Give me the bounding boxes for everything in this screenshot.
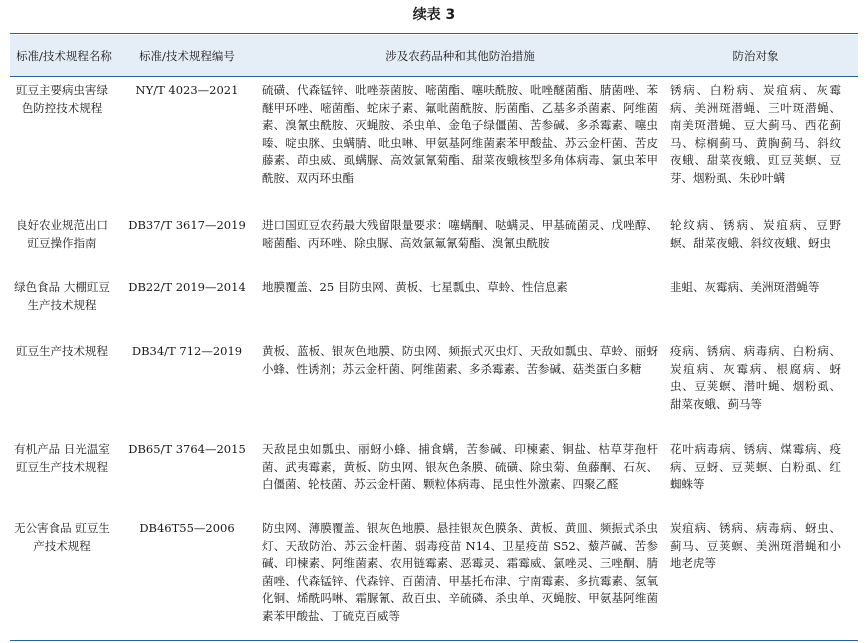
targets-cell: 炭疽病、锈病、病毒病、蚜虫、蓟马、豆荚螟、美洲斑潜蝇和小地老虎等	[670, 521, 841, 571]
measures-cell: 进口国豇豆农药最大残留限量要求：噻螨酮、哒螨灵、甲基硫菌灵、戊唑醇、嘧菌酯、丙环唑、除虫脲、高效氯氟氰菊酯、溴氰虫酰胺	[262, 218, 658, 250]
standard-name-cell: 无公害食品 豇豆生产技术规程	[14, 521, 110, 553]
column-header-targets: 防治对象	[732, 48, 779, 63]
table-bottom-rule	[10, 640, 858, 641]
targets-cell: 轮纹病、锈病、炭疽病、豆野螟、甜菜夜蛾、斜纹夜蛾、蚜虫	[670, 218, 841, 250]
standard-name-cell: 豇豆主要病虫害绿色防控技术规程	[16, 83, 108, 115]
targets-cell: 疫病、锈病、病毒病、白粉病、炭疽病、灰霉病、根腐病、蚜虫、豆荚螟、潜叶蝇、烟粉虱、甜菜夜蛾、蓟马等	[670, 344, 841, 411]
standard-code-cell: DB37/T 3617—2019	[128, 218, 246, 232]
column-header-measures: 涉及农药品种和其他防治措施	[385, 48, 535, 63]
measures-cell: 天敌昆虫如瓢虫、丽蚜小蜂、捕食螨，苦参碱、印楝素、铜盐、枯草芽孢杆菌、武夷霉素，黄板、防虫网、银灰色条膜、硫磺、除虫菊、鱼藤酮、石灰、白僵菌、轮枝菌、苏云金杆菌、颗粒体病毒、昆虫性外激素、四聚乙醛	[262, 442, 658, 492]
table-header	[10, 35, 858, 77]
standard-code-cell: NY/T 4023—2021	[135, 83, 239, 97]
measures-cell: 防虫网、薄膜覆盖、银灰色地膜、悬挂银灰色膜条、黄板、黄皿、频振式杀虫灯、天敌防治、苏云金杆菌、弱毒疫苗 N14、卫星疫苗 S52、藜芦碱、苦参碱、印楝素、阿维菌素、农用链霉素、恶霉灵、霜霉威、氯唑灵、三唑酮、腈菌唑、代森锰锌、代森锌、百菌清、甲基托布津、宁南霉素、多抗霉素、氢氧化铜、烯酰吗啉、霜脲氰、敌百虫、辛硫磷、杀虫单、灭蝇胺、甲氨基阿维菌素苯甲酸盐、丁硫克百威等	[262, 521, 658, 623]
standard-name-cell: 豇豆生产技术规程	[16, 344, 108, 358]
table-title: 续表 3	[412, 7, 456, 23]
measures-cell: 地膜覆盖、25 目防虫网、黄板、七星瓢虫、草蛉、性信息素	[262, 280, 568, 294]
table-top-rule	[10, 33, 858, 34]
standard-code-cell: DB34/T 712—2019	[131, 344, 243, 358]
column-header-code: 标准/技术规程编号	[139, 48, 235, 63]
standard-code-cell: DB22/T 2019—2014	[128, 280, 246, 294]
standard-name-cell: 绿色食品 大棚豇豆生产技术规程	[14, 280, 110, 312]
column-header-name: 标准/技术规程名称	[16, 48, 112, 63]
measures-cell: 黄板、蓝板、银灰色地膜、防虫网、频振式灭虫灯、天敌如瓢虫、草蛉、丽蚜小蜂、性诱剂；苏云金杆菌、阿维菌素、多杀霉素、苦参碱、菇类蛋白多糖	[262, 344, 658, 376]
measures-cell: 硫磺、代森锰锌、吡唑萘菌胺、嘧菌酯、噻呋酰胺、吡唑醚菌酯、腈菌唑、苯醚甲环唑、嘧菌酯、蛇床子素、氟吡菌酰胺、肟菌酯、乙基多杀菌素、阿维菌素、溴氰虫酰胺、灭蝇胺、杀虫单、金龟子绿僵菌、苦参碱、多杀霉素、噻虫嗪、啶虫脒、虫螨腈、吡虫啉、甲氨基阿维菌素苯甲酸盐、苏云金杆菌、苦皮藤素、茚虫威、虱螨脲、高效氯氰菊酯、甜菜夜蛾核型多角体病毒、氯虫苯甲酰胺、双丙环虫酯	[262, 83, 658, 185]
targets-cell: 花叶病毒病、锈病、煤霉病、疫病、豆蚜、豆荚螟、白粉虱、红蜘蛛等	[670, 442, 841, 492]
standard-code-cell: DB65/T 3764—2015	[128, 442, 246, 456]
standard-name-cell: 有机产品 日光温室豇豆生产技术规程	[14, 442, 110, 474]
targets-cell: 韭蛆、灰霉病、美洲斑潜蝇等	[670, 280, 820, 294]
targets-cell: 锈病、白粉病、炭疽病、灰霉病、美洲斑潜蝇、三叶斑潜蝇、南美斑潜蝇、豆大蓟马、西花蓟马、棕榈蓟马、黄胸蓟马、斜纹夜蛾、甜菜夜蛾、豇豆荚螟、豆芽、烟粉虱、朱砂叶螨	[670, 83, 841, 185]
standard-code-cell: DB46T55—2006	[139, 521, 235, 535]
standard-name-cell: 良好农业规范出口豇豆操作指南	[16, 218, 108, 250]
